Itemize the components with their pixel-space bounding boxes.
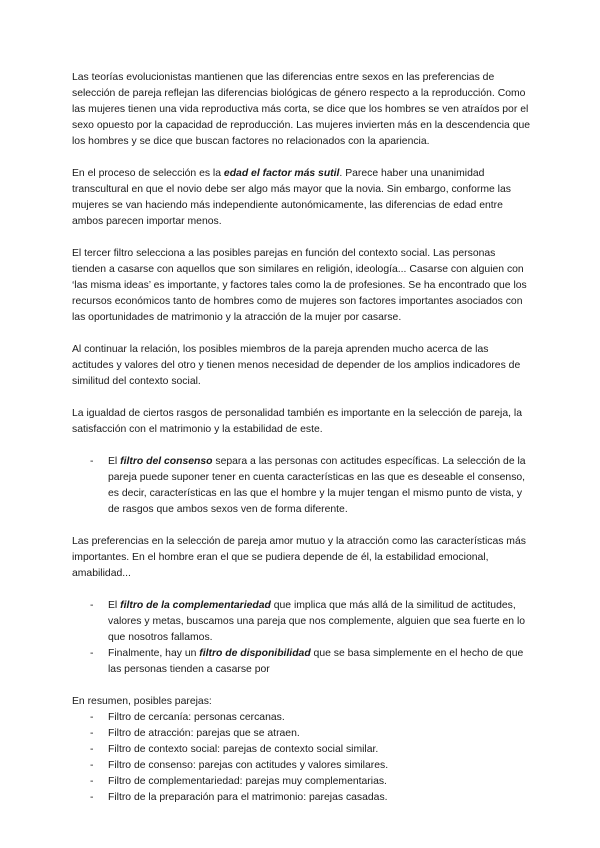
paragraph-social-context: El tercer filtro selecciona a las posibles parejas en función del contexto social. Las personas tienden a casarse con aquellos que son similares en religión, ideología... Casarse con alguien con ‘las misma ideas’ es importante, y factores tales como la de profesiones. Se ha encontrado que los recursos económicos tanto de hombres como de mujeres son factores importantes asociados con las oportunidades de matrimonio y la atracción de la mujer por casarse.	[72, 248, 527, 323]
paragraph-personality-traits: La igualdad de ciertos rasgos de personalidad también es importante en la selección de pareja, la satisfacción con el matrimonio y la estabilidad de este.	[72, 408, 522, 435]
list-item: - Filtro de cercanía: personas cercanas.	[72, 710, 532, 726]
list-item: - El filtro de la complementariedad que implica que más allá de la similitud de actitudes, valores y metas, buscamos una pareja que nos complemente, alguien que sea fuerte en lo que nosotros fallamos.	[72, 598, 532, 646]
bold-term-consensus: filtro del consenso	[120, 456, 213, 467]
paragraph-age-factor: En el proceso de selección es la edad el factor más sutil. Parece haber una unanimidad transcultural en que el novio debe ser algo más mayor que la novia. Sin embargo, conforme las mujeres se van haciendo más independiente autonómicamente, las diferencias de edad entre ambos parecen importar menos.	[72, 168, 511, 227]
paragraph-preferences: Las preferencias en la selección de pareja amor mutuo y la atracción como las características más importantes. En el hombre eran el que se pudiera depende de él, la estabilidad emocional, amabilidad...	[72, 536, 526, 579]
bold-term-availability: filtro de disponibilidad	[199, 648, 311, 659]
list-item: - Filtro de contexto social: parejas de contexto social similar.	[72, 742, 532, 758]
complementarity-filter-list	[72, 598, 532, 678]
list-item: - Finalmente, hay un filtro de disponibilidad que se basa simplemente en el hecho de que las personas tienden a casarse por	[72, 646, 532, 678]
document-page	[72, 70, 532, 806]
list-item: - Filtro de consenso: parejas con actitudes y valores similares.	[72, 758, 532, 774]
paragraph-evolutionist-theories: Las teorías evolucionistas mantienen que las diferencias entre sexos en las preferencias de selección de pareja reflejan las diferencias biológicas de género respecto a la reproducción. Como las mujeres tienen una vida reproductiva más corta, se dice que los hombres se ven atraídos por el sexo opuesto por la capacidad de reproducción. Las mujeres invierten más en la descendencia que los hombres y se dice que buscan factores no relacionados con la apariencia.	[72, 72, 531, 147]
summary-list	[72, 710, 532, 806]
paragraph-relationship-continuation: Al continuar la relación, los posibles miembros de la pareja aprenden mucho acerca de las actitudes y valores del otro y tienen menos necesidad de depender de los amplios indicadores de similitud del contexto social.	[72, 344, 521, 387]
list-item: - Filtro de complementariedad: parejas muy complementarias.	[72, 774, 532, 790]
bold-term-age: edad el factor más sutil	[223, 168, 340, 179]
summary-heading: En resumen, posibles parejas:	[72, 696, 212, 707]
list-item: - Filtro de atracción: parejas que se atraen.	[72, 726, 532, 742]
list-item: - Filtro de la preparación para el matrimonio: parejas casadas.	[72, 790, 532, 806]
bold-term-complementarity: filtro de la complementariedad	[120, 600, 271, 611]
consensus-filter-list	[72, 454, 532, 518]
list-item: - El filtro del consenso separa a las personas con actitudes específicas. La selección de la pareja puede suponer tener en cuenta características en las que es deseable el consenso, es decir, características en las que el hombre y la mujer tengan el mismo punto de vista, y de rasgos que ambos sexos ven de forma diferente.	[72, 454, 532, 518]
